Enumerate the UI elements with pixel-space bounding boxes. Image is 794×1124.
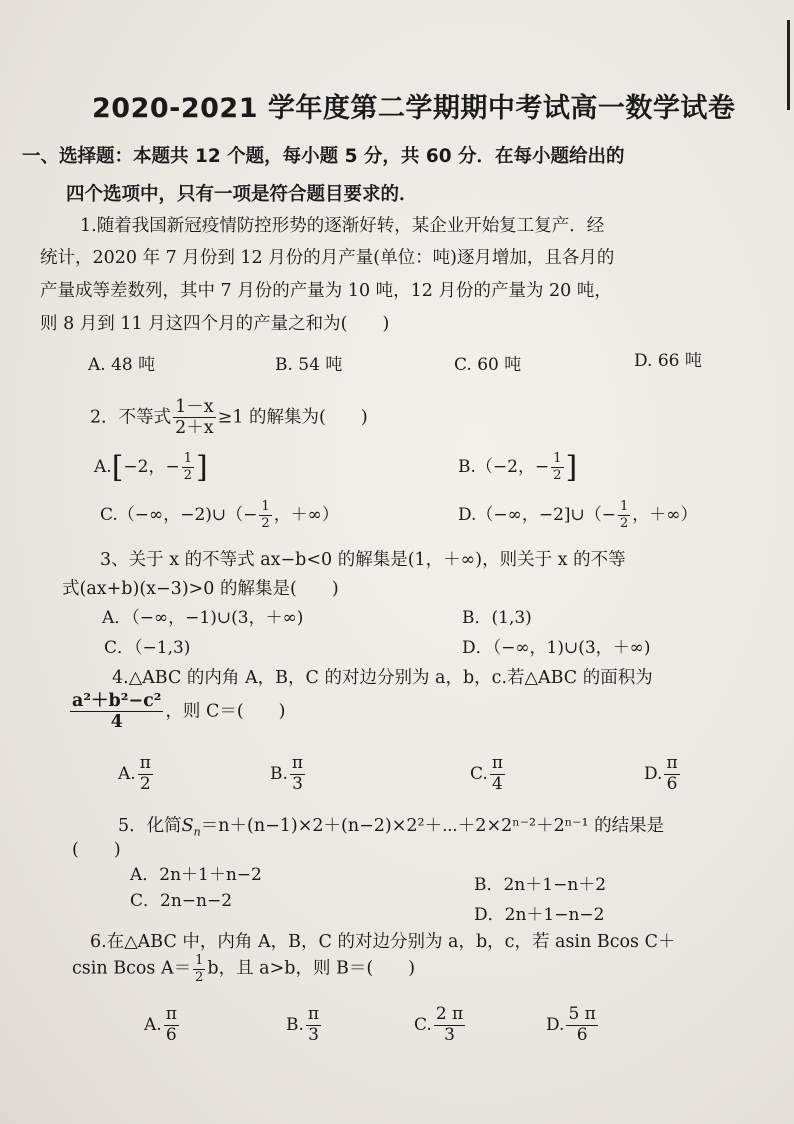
q6-option-d: D. $\frac{5 \pi}{6}$: [546, 1004, 596, 1045]
q1-option-a: A. 48 吨: [88, 355, 156, 375]
section-heading-line1: 一、选择题：本题共 12 个题，每小题 5 分，共 60 分．在每小题给出的: [22, 146, 625, 167]
q6-line1: 6.在△ABC 中，内角 A，B，C 的对边分别为 a，b，c，若 asin Bcos C＋: [90, 932, 676, 952]
exam-title: 2020-2021 学年度第二学期期中考试高一数学试卷: [92, 93, 736, 124]
q2-stem: 2．不等式 $\frac{1-x}{2+x}$ ≥1 的解集为( ): [90, 397, 368, 439]
q5-option-a: A．2n＋1＋n−2: [130, 865, 262, 885]
q3-line1: 3、关于 x 的不等式 ax−b<0 的解集是(1，＋∞)，则关于 x 的不等: [100, 550, 626, 570]
q5-option-c: C．2n−n−2: [130, 891, 233, 911]
q2-option-d: D.（−∞，−2]∪（− $\frac{1}{2}$ ，＋∞）: [458, 499, 698, 531]
q4-option-c: C. $\frac{\pi}{4}$: [470, 753, 503, 794]
q1-line1: 1.随着我国新冠疫情防控形势的逐渐好转，某企业开始复工复产．经: [80, 216, 605, 236]
q6-option-c: C. $\frac{2 \pi}{3}$: [414, 1004, 464, 1045]
q1-line4: 则 8 月到 11 月这四个月的产量之和为( ): [40, 314, 390, 334]
q1-option-c: C. 60 吨: [454, 355, 522, 375]
q5-stem: 5．化简$S_n=n+(n-1)\times 2+(n-2)\times 2^2+\cdots+2\times 2^{n-2}+2^{n-1}$ 的结果是: [118, 816, 665, 839]
page-edge-mark: [787, 20, 790, 110]
q4-area-fraction: $\frac{\text{a²＋b²−c²}}{4}$: [72, 691, 162, 733]
q1-option-b: B. 54 吨: [275, 355, 343, 375]
q6-option-b: B. $\frac{\pi}{3}$: [286, 1004, 320, 1045]
q1-line3: 产量成等差数列，其中 7 月份的产量为 10 吨，12 月份的产量为 20 吨，: [40, 281, 612, 301]
q4-line1: 4.△ABC 的内角 A，B，C 的对边分别为 a，b，c.若△ABC 的面积为: [112, 668, 653, 688]
q3-option-c: C．（−1,3): [104, 638, 191, 658]
q3-option-d: D．（−∞，1)∪(3，＋∞): [462, 638, 651, 658]
q6-option-a: A. $\frac{\pi}{6}$: [144, 1004, 177, 1045]
q2-option-a: A.[−2，− $\frac{1}{2}$ ]: [94, 449, 208, 485]
q5-sn-symbol: $S_n$: [181, 816, 201, 839]
q5-paren: ( ): [72, 840, 121, 860]
section-heading-line2: 四个选项中，只有一项是符合题目要求的．: [66, 184, 418, 205]
q2-fraction: $\frac{1-x}{2+x}$: [175, 397, 214, 439]
q6-line2: csin Bcos A＝ $\frac{1}{2}$ b，且 a>b，则 B＝( ): [72, 953, 416, 985]
q1-line2: 统计，2020 年 7 月份到 12 月份的月产量(单位：吨)逐月增加，且各月的: [40, 248, 615, 268]
q3-line2: 式(ax+b)(x−3)>0 的解集是( ): [62, 579, 339, 599]
q2-option-c: C.（−∞，−2)∪（− $\frac{1}{2}$ ，＋∞）: [100, 499, 339, 531]
q4-line2: $\frac{\text{a²＋b²−c²}}{4}$ ，则 C＝( ): [72, 691, 286, 733]
q5-option-b: B．2n＋1−n＋2: [474, 875, 607, 895]
q3-option-b: B．(1,3): [462, 608, 532, 628]
q1-option-d: D. 66 吨: [634, 351, 702, 371]
q5-option-d: D．2n＋1−n−2: [474, 905, 605, 925]
q4-option-d: D. $\frac{\pi}{6}$: [644, 753, 678, 794]
q4-option-b: B. $\frac{\pi}{3}$: [270, 753, 304, 794]
q2-option-b: B.（−2，− $\frac{1}{2}$ ]: [458, 449, 578, 485]
q4-option-a: A. $\frac{\pi}{2}$: [118, 753, 151, 794]
q3-option-a: A．（−∞，−1)∪(3，＋∞): [102, 608, 304, 628]
